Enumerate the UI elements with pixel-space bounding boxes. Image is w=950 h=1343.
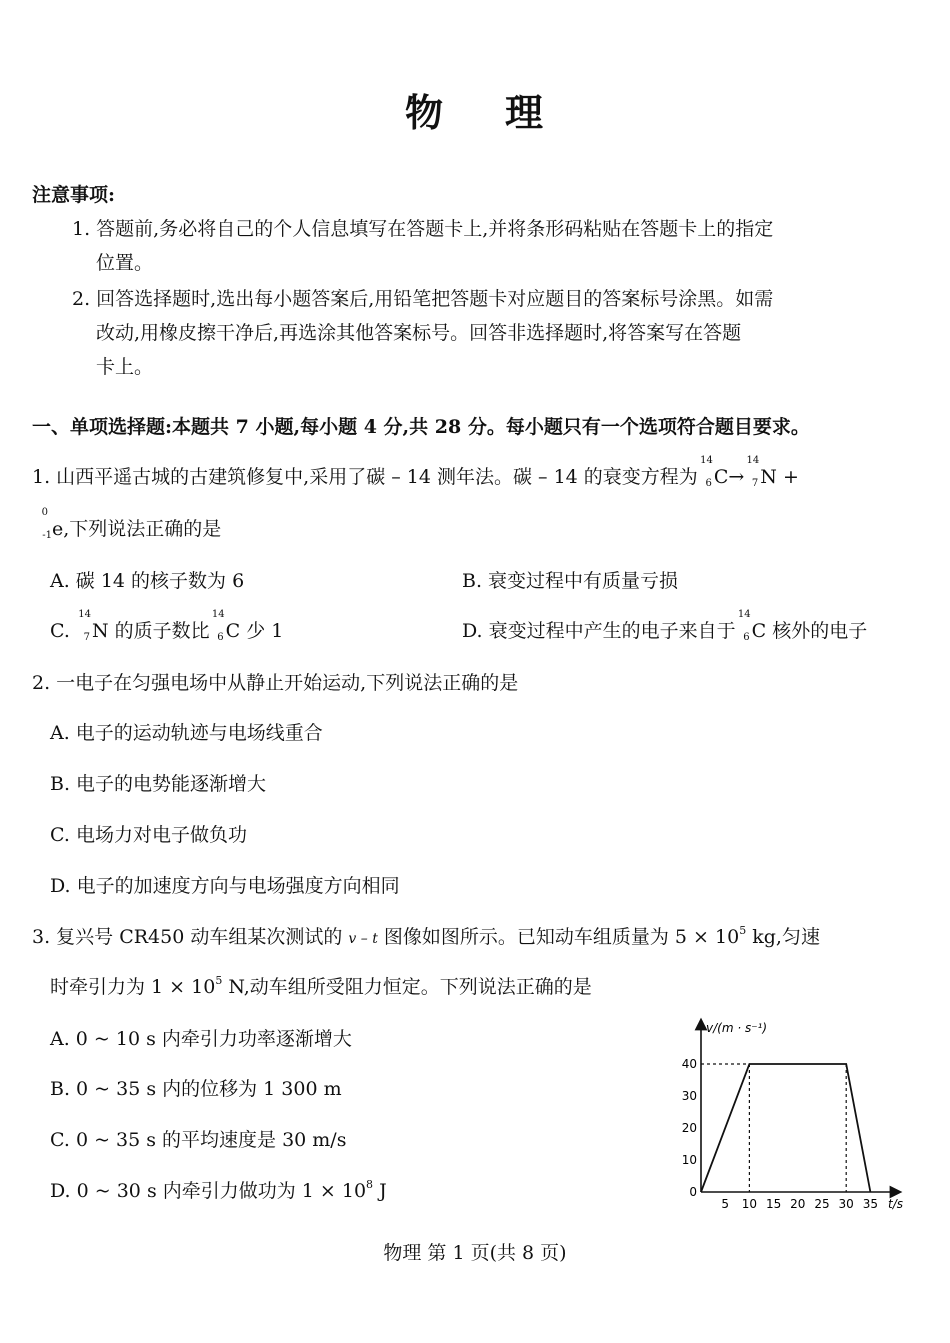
notice-item-2-line-1: 2. 回答选择题时,选出每小题答案后,用铅笔把答题卡对应题目的答案标号涂黑。如需: [72, 288, 774, 310]
c14-nuclide: 14 6: [700, 455, 713, 489]
y-tick-label-0: 0: [689, 1185, 697, 1199]
series-v-line: [701, 1064, 870, 1192]
c14-symbol: C: [713, 466, 729, 488]
q3-stem-line-1: 3. 复兴号 CR450 动车组某次测试的 v – t 图像如图所示。已知动车组质量为 $5 \times 10^5$ kg,匀速: [32, 923, 820, 948]
y-axis-label: v/(m · s⁻¹): [706, 1021, 768, 1035]
page-footer: 物理 第 1 页(共 8 页): [383, 1242, 567, 1264]
q2-option-a: A. 电子的运动轨迹与电场线重合: [50, 722, 323, 744]
x-tick-label-35: 35: [862, 1197, 879, 1211]
x-tick-label-20: 20: [790, 1197, 806, 1211]
q2-option-d: D. 电子的加速度方向与电场强度方向相同: [50, 875, 400, 897]
q3-option-b: B. 0 ~ 35 s 内的位移为 1 300 m: [50, 1078, 342, 1100]
q2-option-c: C. 电场力对电子做负功: [50, 824, 247, 846]
c14-nuclide-d: 14 6: [737, 609, 751, 643]
x-tick-label-10: 10: [741, 1197, 758, 1211]
q1-option-d: D. 衰变过程中产生的电子来自于 14 6 C 核外的电子: [462, 609, 868, 643]
electron-nuclide: 0 -1: [41, 507, 52, 541]
q3-option-c: C. 0 ~ 35 s 的平均速度是 30 m/s: [50, 1129, 347, 1151]
n14-nuclide-c: 14 7: [78, 609, 91, 643]
x-tick-label-15: 15: [765, 1197, 782, 1211]
n14-nuclide: 14 7: [746, 455, 760, 489]
title-char-1: 物: [404, 90, 445, 135]
x-tick-label-5: 5: [721, 1197, 730, 1211]
decay-arrow: →: [728, 466, 745, 488]
q1-option-b: B. 衰变过程中有质量亏损: [462, 570, 679, 592]
q3-option-d: D. 0 ~ 30 s 内牵引力做功为 $1 \times 10^8$ J: [50, 1177, 387, 1202]
q1-question: ,下列说法正确的是: [63, 518, 222, 540]
page-title: [0, 82, 950, 137]
y-tick-label-20: 20: [681, 1121, 697, 1135]
notice-item-1-line-2: 位置。: [96, 252, 154, 274]
q2-option-b: B. 电子的电势能逐渐增大: [50, 773, 267, 795]
y-tick-label-10: 10: [681, 1153, 697, 1167]
plus-sign: +: [776, 466, 799, 488]
q2-stem: 2. 一电子在匀强电场中从静止开始运动,下列说法正确的是: [32, 672, 519, 694]
title-char-2: 理: [505, 90, 546, 135]
x-tick-label-25: 25: [814, 1197, 830, 1211]
vt-graph: [670, 1010, 920, 1220]
notice-item-1-line-1: 1. 答题前,务必将自己的个人信息填写在答题卡上,并将条形码粘贴在答题卡上的指定: [72, 218, 774, 240]
q1-stem-text: 1. 山西平遥古城的古建筑修复中,采用了碳 – 14 测年法。碳 – 14 的衰变方程为: [32, 466, 698, 488]
y-tick-label-30: 30: [681, 1089, 697, 1103]
c14-nuclide-c: 14 6: [211, 609, 225, 643]
electron-symbol: e: [52, 518, 64, 540]
q1-option-c: C. 14 7 N 的质子数比 14 6 C 少 1: [50, 609, 284, 643]
vt-label: v – t: [348, 931, 378, 947]
q1-option-a: A. 碳 14 的核子数为 6: [50, 570, 245, 592]
q3-stem-line-2: 时牵引力为 $1 \times 10^5$ N,动车组所受阻力恒定。下列说法正确的是: [50, 973, 592, 998]
notice-heading: 注意事项:: [32, 184, 116, 206]
q1-stem-line-1: [32, 455, 799, 489]
notice-item-2-line-2: 改动,用橡皮擦干净后,再选涂其他答案标号。回答非选择题时,将答案写在答题: [96, 322, 742, 344]
n14-symbol: N: [760, 466, 777, 488]
q3-option-a: A. 0 ~ 10 s 内牵引力功率逐渐增大: [50, 1028, 352, 1050]
q1-stem-line-2: [32, 507, 222, 541]
x-axis-label: t/s: [888, 1197, 903, 1211]
x-tick-label-30: 30: [838, 1197, 854, 1211]
notice-item-2-line-3: 卡上。: [96, 356, 154, 378]
y-tick-label-40: 40: [681, 1057, 697, 1071]
section-1-heading: 一、单项选择题:本题共 7 小题,每小题 4 分,共 28 分。每小题只有一个选项符合题目要求。: [32, 416, 810, 438]
